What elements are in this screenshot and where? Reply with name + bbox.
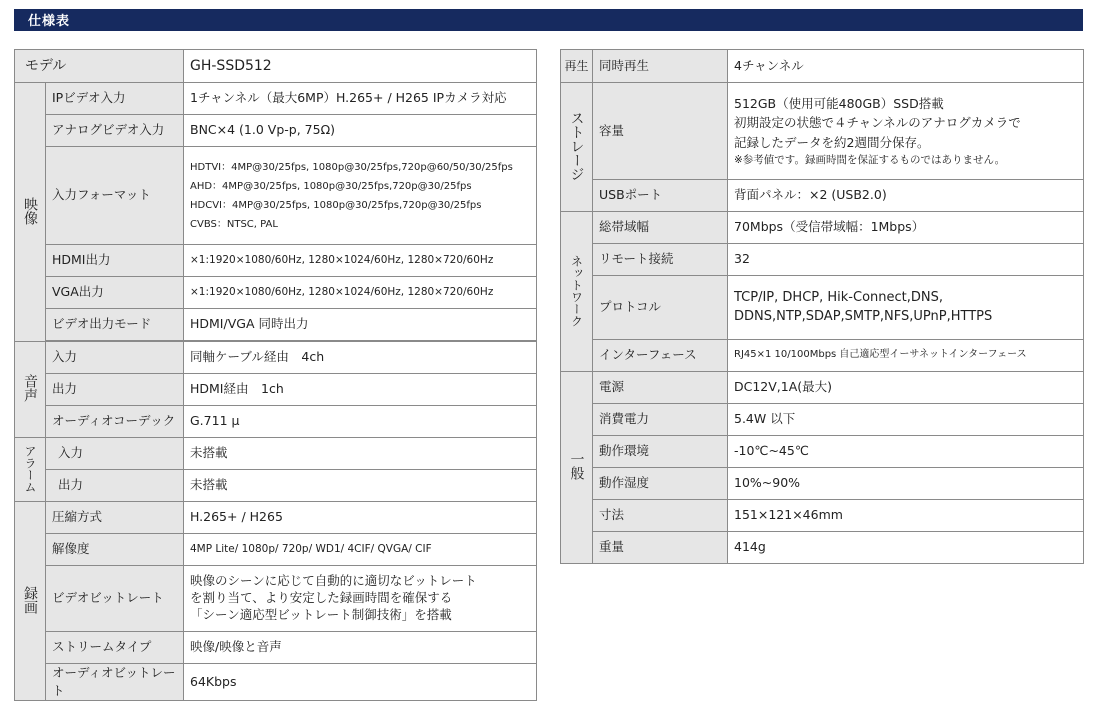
row-value: ×1:1920×1080/60Hz, 1280×1024/60Hz, 1280×720/60Hz: [184, 277, 537, 309]
table-row: [561, 500, 1084, 532]
table-row: [561, 83, 1084, 180]
row-value: RJ45×1 10/100Mbps 自己適応型イーサネットインターフェース: [728, 340, 1084, 372]
row-value: TCP/IP, DHCP, Hik-Connect,DNS, DDNS,NTP,SDAP,SMTP,NFS,UPnP,HTTPS: [728, 276, 1084, 340]
row-label: USBポート: [593, 180, 728, 212]
group-record: 録画: [15, 502, 46, 701]
row-value: 背面パネル：×2 (USB2.0): [728, 180, 1084, 212]
model-value: GH-SSD512: [184, 50, 537, 83]
row-value: 32: [728, 244, 1084, 276]
table-row: [15, 566, 537, 632]
row-value: H.265+ / H265: [184, 502, 537, 534]
table-row: [15, 147, 537, 245]
header-bar: [14, 9, 1083, 31]
table-row: [561, 244, 1084, 276]
row-label: HDMI出力: [46, 245, 184, 277]
table-row: [15, 406, 537, 438]
row-label: 動作環境: [593, 436, 728, 468]
group-storage: ストレージ: [561, 83, 593, 212]
row-label: 電源: [593, 372, 728, 404]
row-label: 入力フォーマット: [46, 147, 184, 245]
table-row: [15, 277, 537, 309]
table-row: [15, 342, 537, 374]
row-label: ビデオビットレート: [46, 566, 184, 632]
row-label: ビデオ出力モード: [46, 309, 184, 341]
model-label: モデル: [15, 50, 184, 83]
table-row: [561, 436, 1084, 468]
group-general: 一般: [561, 372, 593, 564]
spec-table-left: [14, 49, 537, 701]
row-value: 未搭載: [184, 438, 537, 470]
row-label: 重量: [593, 532, 728, 564]
table-row: [15, 245, 537, 277]
table-row: [15, 83, 537, 115]
row-label: 入力: [46, 438, 184, 470]
row-label: 出力: [46, 470, 184, 502]
table-row: [15, 438, 537, 470]
group-network: ネットワーク: [561, 212, 593, 372]
row-value: 151×121×46mm: [728, 500, 1084, 532]
row-label: IPビデオ入力: [46, 83, 184, 115]
row-value: 5.4W 以下: [728, 404, 1084, 436]
table-row: [561, 340, 1084, 372]
table-row: [15, 664, 537, 701]
row-value: 映像/映像と音声: [184, 632, 537, 664]
table-row: [15, 632, 537, 664]
row-label: 消費電力: [593, 404, 728, 436]
table-row: [15, 534, 537, 566]
row-value: DC12V,1A(最大): [728, 372, 1084, 404]
row-label: 解像度: [46, 534, 184, 566]
row-value: 64Kbps: [184, 664, 537, 701]
group-video: 映像: [15, 83, 46, 342]
row-label: 同時再生: [593, 50, 728, 83]
table-row: [15, 50, 537, 83]
row-label: 総帯域幅: [593, 212, 728, 244]
table-row: [15, 309, 537, 341]
table-row: [561, 180, 1084, 212]
row-label: プロトコル: [593, 276, 728, 340]
storage-note: ※参考値です。録画時間を保証するものではありません。: [734, 153, 1006, 166]
row-label: アナログビデオ入力: [46, 115, 184, 147]
row-value: HDTVI：4MP@30/25fps, 1080p@30/25fps,720p@60/50/30/25fps AHD：4MP@30/25fps, 1080p@30/25fps,720p@30/25fps HDCVI：4MP@30/25fps, 1080p@30/25fps,720p@30/25fps CVBS：NTSC, PAL: [184, 147, 537, 245]
row-label: 動作湿度: [593, 468, 728, 500]
row-value: ×1:1920×1080/60Hz, 1280×1024/60Hz, 1280×720/60Hz: [184, 245, 537, 277]
table-row: [561, 468, 1084, 500]
row-label: 容量: [593, 83, 728, 180]
row-value: HDMI/VGA 同時出力: [184, 309, 537, 341]
group-audio: 音声: [15, 342, 46, 438]
table-row: [15, 502, 537, 534]
row-label: 出力: [46, 374, 184, 406]
table-row: [15, 374, 537, 406]
row-label: 圧縮方式: [46, 502, 184, 534]
row-value: -10℃~45℃: [728, 436, 1084, 468]
row-value: 未搭載: [184, 470, 537, 502]
row-label: インターフェース: [593, 340, 728, 372]
table-row: [561, 404, 1084, 436]
row-label: 寸法: [593, 500, 728, 532]
row-label: リモート接続: [593, 244, 728, 276]
row-value: 4チャンネル: [728, 50, 1084, 83]
table-row: [561, 212, 1084, 244]
row-value: 映像のシーンに応じて自動的に適切なビットレート を割り当て、より安定した録画時間を確保する 「シーン適応型ビットレート制御技術」を搭載: [184, 566, 537, 632]
row-value: 4MP Lite/ 1080p/ 720p/ WD1/ 4CIF/ QVGA/ CIF: [184, 534, 537, 566]
row-value: 70Mbps（受信帯域幅：1Mbps）: [728, 212, 1084, 244]
row-value: 512GB（使用可能480GB）SSD搭載 初期設定の状態で４チャンネルのアナログカメラで 記録したデータを約2週間分保存。 ※参考値です。録画時間を保証するものではありません。: [728, 83, 1084, 180]
table-row: [561, 532, 1084, 564]
table-row: [15, 115, 537, 147]
row-label: VGA出力: [46, 277, 184, 309]
row-value: G.711 μ: [184, 406, 537, 438]
table-row: [561, 50, 1084, 83]
page-title: 仕様表: [28, 14, 71, 29]
group-alarm: アラーム: [15, 438, 46, 502]
row-label: 入力: [46, 342, 184, 374]
row-value: 1チャンネル（最大6MP）H.265+ / H265 IPカメラ対応: [184, 83, 537, 115]
row-value: 同軸ケーブル経由 4ch: [184, 342, 537, 374]
spec-table-right: [560, 49, 1084, 564]
group-playback: 再生: [561, 50, 593, 83]
row-label: オーディオビットレート: [46, 664, 184, 701]
row-value: 10%~90%: [728, 468, 1084, 500]
row-label: オーディオコーデック: [46, 406, 184, 438]
row-value: 414g: [728, 532, 1084, 564]
table-row: [15, 470, 537, 502]
row-label: ストリームタイプ: [46, 632, 184, 664]
row-value: HDMI経由 1ch: [184, 374, 537, 406]
table-row: [561, 372, 1084, 404]
table-row: [561, 276, 1084, 340]
row-value: BNC×4 (1.0 Vp-p, 75Ω): [184, 115, 537, 147]
